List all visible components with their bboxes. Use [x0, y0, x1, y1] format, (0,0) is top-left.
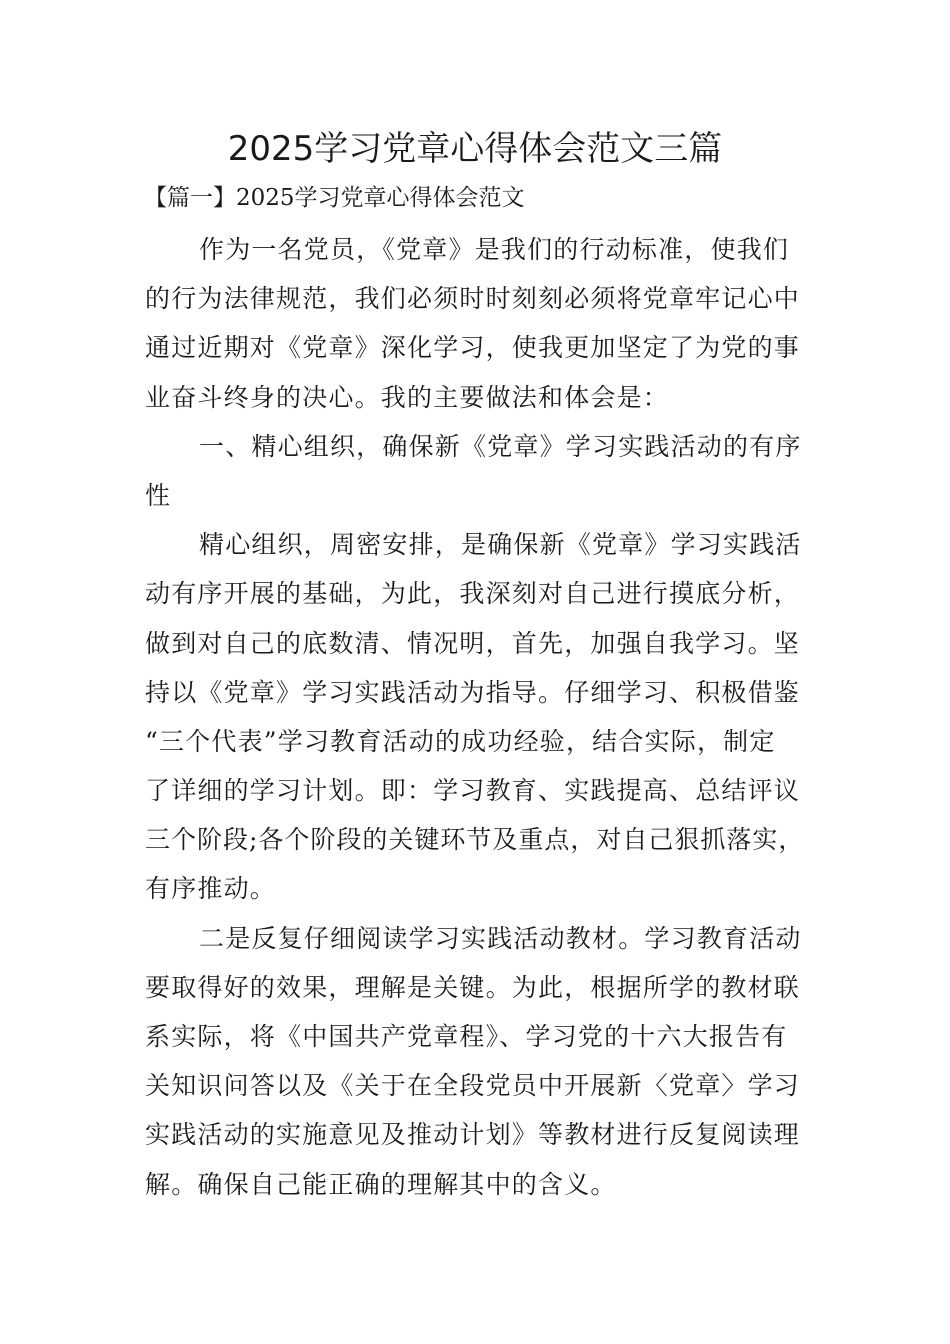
paragraph-3	[145, 520, 805, 914]
text-line: 作为一名党员，《党章》是我们的行动标准，使我们	[199, 235, 790, 264]
text-line: 做到对自己的底数清、情况明，首先，加强自我学习。坚	[145, 628, 801, 658]
text-line: 了详细的学习计划。即：学习教育、实践提高、总结评议	[145, 776, 801, 806]
text-line: 一、精心组织，确保新《党章》学习实践活动的有序	[199, 431, 802, 461]
text-line: 实践活动的实施意见及推动计划》等教材进行反复阅读理	[145, 1120, 801, 1150]
text-line: “三个代表”学习教育活动的成功经验，结合实际，制定	[145, 726, 776, 756]
section-heading: 【篇一】2025学习党章心得体会范文	[144, 185, 525, 211]
text-line: 通过近期对《党章》深化学习，使我更加坚定了为党的事	[145, 333, 801, 363]
paragraph-4	[145, 914, 805, 1209]
text-line: 动有序开展的基础，为此，我深刻对自己进行摸底分析，	[145, 579, 801, 609]
text-line: 三个阶段;各个阶段的关键环节及重点，对自己狠抓落实，	[145, 825, 805, 855]
text-line: 的行为法律规范，我们必须时时刻刻必须将党章牢记心中	[145, 284, 801, 314]
text-line: 有序推动。	[145, 874, 277, 904]
text-line: 业奋斗终身的决心。我的主要做法和体会是：	[145, 382, 670, 412]
document-title: 2025学习党章心得体会范文三篇	[227, 129, 723, 169]
text-line: 要取得好的效果，理解是关键。为此，根据所学的教材联	[145, 972, 801, 1002]
paragraph-2	[145, 422, 805, 520]
text-line: 性	[145, 480, 172, 510]
text-line: 持以《党章》学习实践活动为指导。仔细学习、积极借鉴	[145, 677, 801, 707]
text-line: 解。确保自己能正确的理解其中的含义。	[145, 1169, 617, 1199]
text-line: 关知识问答以及《关于在全段党员中开展新〈党章〉学习	[145, 1071, 801, 1101]
text-line: 二是反复仔细阅读学习实践活动教材。学习教育活动	[199, 923, 802, 953]
text-line: 精心组织，周密安排，是确保新《党章》学习实践活	[199, 530, 802, 560]
text-line: 系实际，将《中国共产党章程》、学习党的十六大报告有	[145, 1022, 788, 1051]
paragraph-1	[145, 225, 805, 422]
document-body	[145, 225, 805, 1209]
